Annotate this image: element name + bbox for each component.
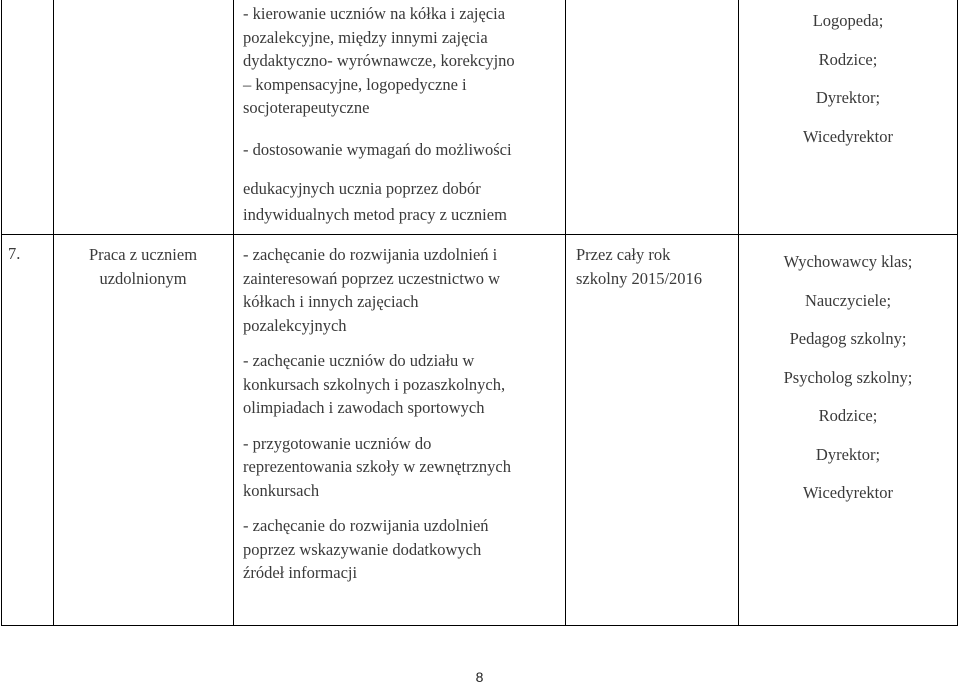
activity-line: - zachęcanie do rozwijania uzdolnień i [243,245,498,264]
term-line: Przez cały rok [576,245,671,264]
responsible-item: Psycholog szkolny; [783,367,913,387]
activity-line: edukacyjnych ucznia poprzez dobór [243,179,481,198]
responsible-item: Wicedyrektor [802,126,894,146]
table-divider-activities [565,0,566,626]
row-number: 7. [8,244,21,263]
activity-line: konkursach [243,480,320,500]
activity-line: - przygotowanie uczniów do [243,433,432,453]
activity-line: pozalekcyjne, między innymi zajęcia [243,27,488,47]
responsible-item: Dyrektor; [815,444,881,464]
table-divider-num [53,0,54,626]
activity-line: pozalekcyjnych [243,315,347,335]
responsible-item: Rodzice; [818,406,878,425]
row-separator [1,234,958,235]
activity-line: dydaktyczno- wyrównawcze, korekcyjno [243,51,515,70]
responsible-item: Nauczyciele; [804,290,892,310]
activity-line: indywidualnych metod pracy z uczniem [243,204,507,224]
activity-line: – kompensacyjne, logopedyczne i [243,74,467,94]
row2-responsible [739,243,957,513]
row2-task [53,243,233,290]
activity-line: zainteresowań poprzez uczestnictwo w [243,268,501,288]
responsible-item: Pedagog szkolny; [789,329,907,348]
row2-activities [243,243,511,585]
activity-line: reprezentowania szkoły w zewnętrznych [243,457,511,476]
activity-line: poprzez wskazywanie dodatkowych [243,539,482,559]
activity-line: socjoterapeutyczne [243,98,370,117]
term-line: szkolny 2015/2016 [576,268,703,288]
row1-activities [243,2,515,226]
table-border-bottom [1,625,958,626]
row2-term [576,243,702,290]
activity-line: - dostosowanie wymagań do możliwości [243,139,512,159]
activity-line: konkursach szkolnych i pozaszkolnych, [243,374,506,394]
activity-line: kółkach i innych zajęciach [243,292,419,311]
responsible-item: Wychowawcy klas; [783,252,913,271]
table-border-right [957,0,958,626]
responsible-item: Rodzice; [818,49,878,69]
activity-line: olimpiadach i zawodach sportowych [243,398,485,417]
row1-responsible [739,2,957,156]
page-number: 8 [475,669,484,685]
table-border-left [1,0,2,626]
task-line: Praca z uczniem [88,245,198,264]
responsible-item: Dyrektor; [815,88,881,107]
activity-line: - zachęcanie do rozwijania uzdolnień [243,516,489,535]
activity-line: - kierowanie uczniów na kółka i zajęcia [243,4,506,23]
table-divider-task [233,0,234,626]
activity-line: - zachęcanie uczniów do udziału w [243,351,475,370]
responsible-item: Wicedyrektor [802,483,894,502]
task-line: uzdolnionym [99,268,187,288]
activity-line: źródeł informacji [243,563,358,582]
responsible-item: Logopeda; [812,11,884,30]
